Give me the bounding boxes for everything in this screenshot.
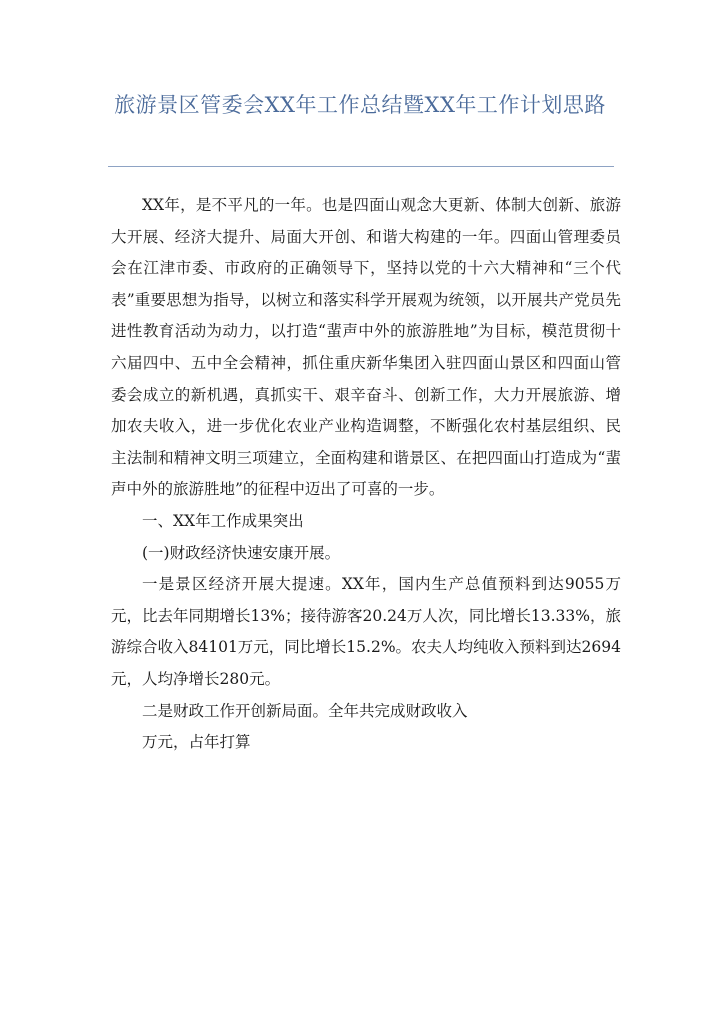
paragraph-finance-continued: 万元，占年打算 (142, 733, 251, 752)
title-divider (108, 166, 614, 167)
document-title: 旅游景区管委会XX年工作总结暨XX年工作计划思路 (114, 93, 606, 117)
paragraph-economy: 一是景区经济开展大提速。XX年，国内生产总值预料到达9055万元，比去年同期增长13%；接待游客20.24万人次，同比增长13.33%，旅游综合收入84101万元，同比增长15.2%。农夫人均纯收入预料到达2694元，人均净增长280元。 (111, 575, 621, 688)
paragraph-intro: XX年，是不平凡的一年。也是四面山观念大更新、体制大创新、旅游大开展、经济大提升、局面大开创、和谐大构建的一年。四面山管理委员会在江津市委、市政府的正确领导下，坚持以党的十六大精神和“三个代表”重要思想为指导，以树立和落实科学开展观为统领，以开展共产党员先进性教育活动为动力，以打造“蜚声中外的旅游胜地”为目标，模范贯彻十六届四中、五中全会精神，抓住重庆新华集团入驻四面山景区和四面山管委会成立的新机遇，真抓实干、艰辛奋斗、创新工作，大力开展旅游、增加农夫收入，进一步优化农业产业构造调整，不断强化农村基层组织、民主法制和精神文明三项建立，全面构建和谐景区、在把四面山打造成为“蜚声中外的旅游胜地”的征程中迈出了可喜的一步。 (111, 196, 621, 499)
section-heading: 一、XX年工作成果突出 (142, 511, 304, 530)
subsection-heading: (一)财政经济快速安康开展。 (142, 543, 341, 562)
document-body (111, 190, 621, 759)
paragraph-finance: 二是财政工作开创新局面。全年共完成财政收入 (142, 701, 468, 720)
